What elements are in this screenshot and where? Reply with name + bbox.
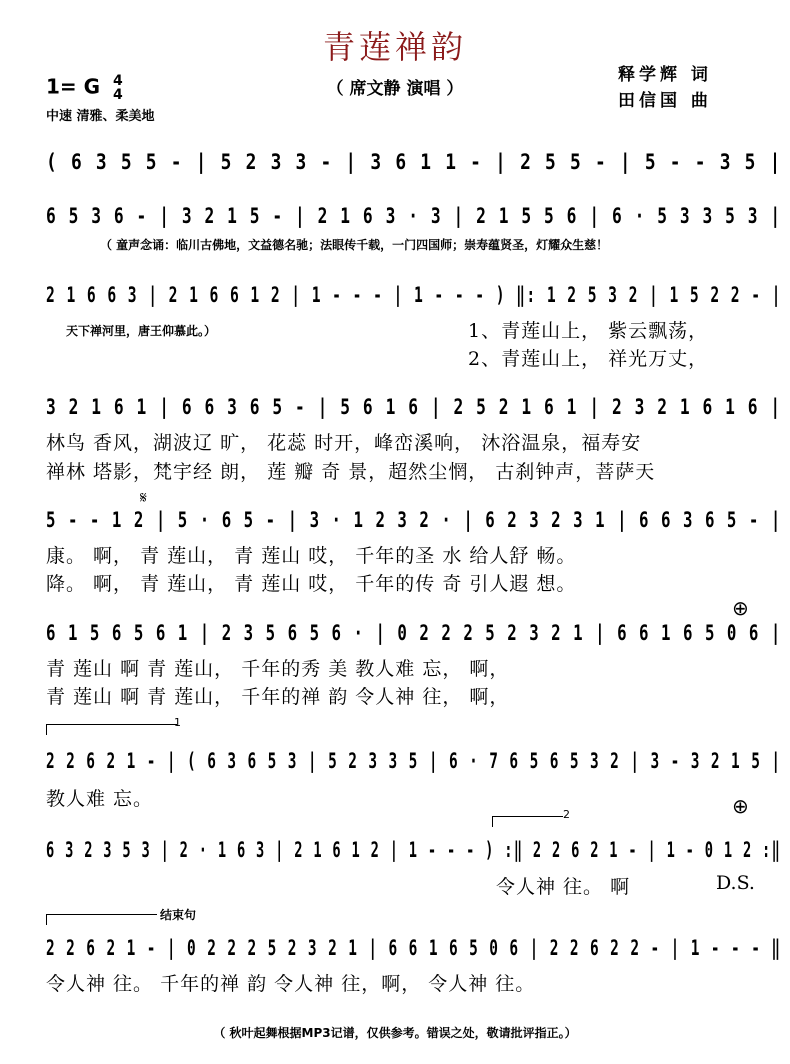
recitation-note-end: 天下禅河里，唐王仰慕此。） — [66, 324, 217, 338]
notation-line-2: 6 5 3 6 - | 3 2 1 5 - | 2 1 6 3 · 3 | 2 1 5 5 6 | 6 · 5 3 3 5 3 | — [46, 204, 782, 228]
volta-bracket-2 — [492, 816, 563, 827]
notation-line-4: 3 2 1 6 1 | 6 6 3 6 5 - | 5 6 1 6 | 2 5 2 1 6 1 | 2 3 2 1 6 1 6 | — [46, 395, 782, 419]
key-label: 1= G — [46, 74, 101, 99]
notation-line-6: 6 1 5 6 5 6 1 | 2 3 5 6 5 6 · | 0 2 2 2 5 2 3 2 1 | 6 6 1 6 5 0 6 | — [46, 621, 782, 645]
segno-sign: 𝄋 — [140, 488, 147, 507]
coda-bracket — [46, 914, 157, 925]
lyrics-verse-2-line-6: 青 莲山 啊 青 莲山， 千年的禅 韵 令人神 往， 啊， — [46, 686, 510, 708]
lyrics-verse-2-line-4: 禅林 塔影，梵宇经 朗， 莲 瓣 奇 景，超然尘惘， 古刹钟声，菩萨天 — [46, 461, 656, 483]
coda-sign-1: ⊕ — [732, 596, 749, 620]
time-signature — [113, 74, 123, 102]
notation-line-5: 5 - - 1 2 | 5 · 6 5 - | 3 · 1 2 3 2 · | 6 2 3 2 3 1 | 6 6 3 6 5 - | — [46, 508, 782, 532]
lyrics-verse-1-line-4: 林鸟 香风，湖波辽 旷， 花蕊 时开，峰峦溪响， 沐浴温泉，福寿安 — [46, 432, 642, 454]
time-bottom: 4 — [113, 87, 123, 103]
lyrics-verse-1-line-3: 1、青莲山上， 紫云飘荡， — [468, 320, 709, 342]
tempo-marking: 中速 清雅、柔美地 — [46, 109, 155, 124]
time-top: 4 — [113, 73, 123, 89]
recitation-note: （ 童声念诵：临川古佛地，文益德名驰；法眼传千载，一门四国师；崇寿蕴贤圣，灯耀众生慈！ — [100, 238, 609, 252]
volta-1-label: 1 — [174, 716, 181, 729]
notation-line-9: 2 2 6 2 1 - | 0 2 2 2 5 2 3 2 1 | 6 6 1 6 5 0 6 | 2 2 6 2 2 - | 1 - - - ‖ — [46, 936, 782, 960]
key-signature — [46, 74, 123, 102]
coda-sign-2: ⊕ — [732, 794, 749, 818]
transcription-footer: （ 秋叶起舞根据MP3记谱，仅供参考。错误之处，敬请批评指正。） — [213, 1026, 577, 1040]
lyrics-verse-1-line-6: 青 莲山 啊 青 莲山， 千年的秀 美 教人难 忘， 啊， — [46, 658, 510, 680]
notation-line-1: ( 6 3 5 5 - | 5 2 3 3 - | 3 6 1 1 - | 2 5 5 - | 5 - - 3 5 | — [46, 150, 783, 174]
lyrics-line-8: 令人神 往。 啊 — [496, 876, 631, 898]
notation-line-7: 2 2 6 2 1 - | ( 6 3 6 5 3 | 5 2 3 3 5 | 6 · 7 6 5 6 5 3 2 | 3 - 3 2 1 5 | — [46, 749, 782, 773]
lyrics-line-7: 教人难 忘。 — [46, 788, 154, 810]
lyrics-line-9: 令人神 往。 千年的禅 韵 令人神 往，啊， 令人神 往。 — [46, 973, 536, 995]
song-title: 青莲禅韵 — [322, 28, 467, 66]
lyricist-credit: 释学辉 词 — [618, 65, 712, 85]
dal-segno-mark: D.S. — [716, 872, 755, 894]
lyrics-verse-2-line-3: 2、青莲山上， 祥光万丈， — [468, 348, 709, 370]
lyrics-verse-2-line-5: 降。 啊， 青 莲山， 青 莲山 哎， 千年的传 奇 引人遐 想。 — [46, 573, 577, 595]
notation-line-8: 6 3 2 3 5 3 | 2 · 1 6 3 | 2 1 6 1 2 | 1 - - - ) :‖ 2 2 6 2 1 - | 1 - 0 1 2 :‖ — [46, 838, 782, 862]
volta-2-label: 2 — [563, 808, 570, 821]
coda-label: 结束句 — [160, 908, 197, 922]
lyrics-verse-1-line-5: 康。 啊， 青 莲山， 青 莲山 哎， 千年的圣 水 给人舒 畅。 — [46, 545, 577, 567]
volta-bracket-1 — [46, 724, 177, 735]
notation-line-3: 2 1 6 6 3 | 2 1 6 6 1 2 | 1 - - - | 1 - - - ) ‖: 1 2 5 3 2 | 1 5 2 2 - | — [46, 283, 782, 307]
singer-credit: （ 席文静 演唱 ） — [326, 79, 464, 99]
composer-credit: 田信国 曲 — [618, 91, 712, 111]
